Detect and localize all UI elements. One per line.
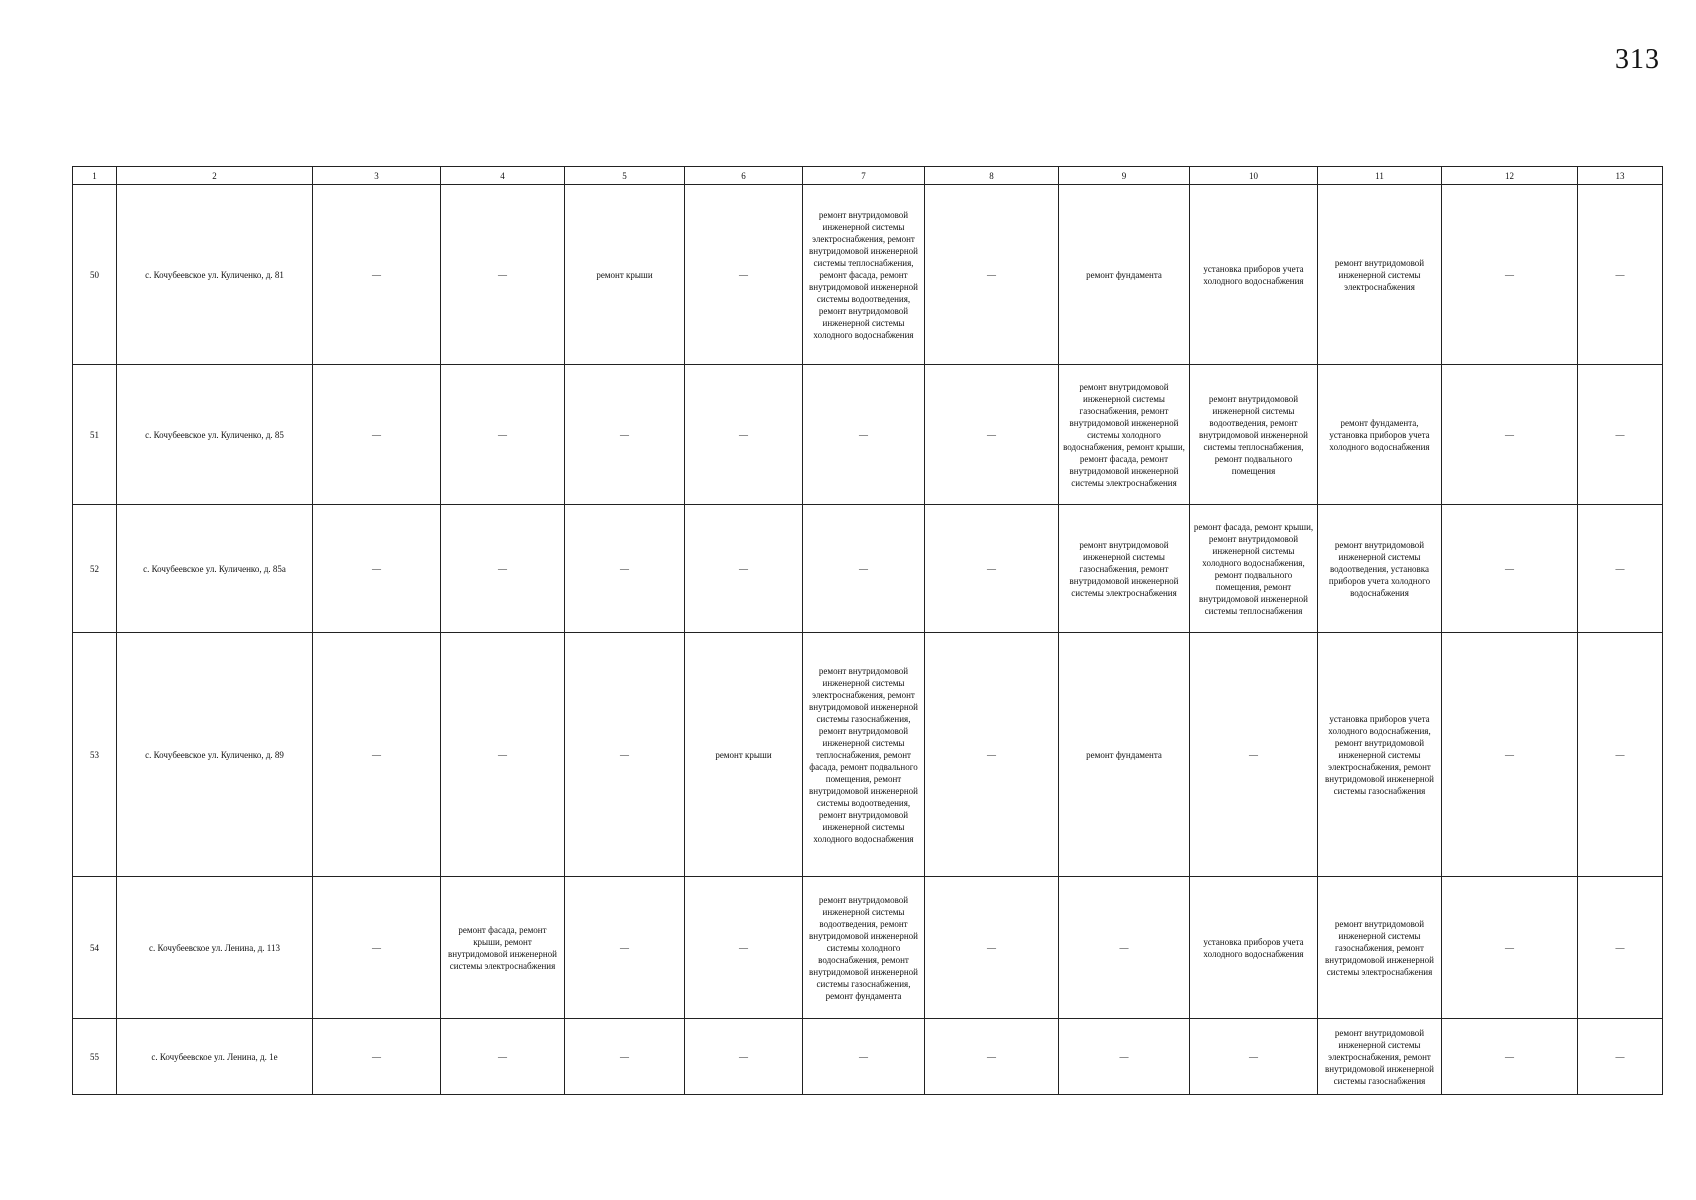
table-cell: — xyxy=(925,505,1059,633)
table-cell: — xyxy=(925,633,1059,877)
table-cell: — xyxy=(1578,1019,1663,1095)
row-number: 54 xyxy=(73,877,117,1019)
column-header: 12 xyxy=(1442,167,1578,185)
header-row xyxy=(73,167,1663,185)
table-cell: — xyxy=(1190,1019,1318,1095)
table-cell: — xyxy=(1059,1019,1190,1095)
column-header: 7 xyxy=(803,167,925,185)
table-cell: — xyxy=(1442,877,1578,1019)
table-cell: установка приборов учета холодного водоснабжения, ремонт внутридомовой инженерной системы электроснабжения, ремонт внутридомовой инженерной системы газоснабжения xyxy=(1318,633,1442,877)
table-cell: — xyxy=(925,365,1059,505)
table-cell: — xyxy=(1578,505,1663,633)
column-header: 4 xyxy=(441,167,565,185)
address-cell: с. Кочубеевское ул. Куличенко, д. 85 xyxy=(117,365,313,505)
table-cell: — xyxy=(313,185,441,365)
table-cell: — xyxy=(803,365,925,505)
repair-schedule-table xyxy=(72,166,1663,1095)
table-cell: — xyxy=(313,877,441,1019)
table-row xyxy=(73,185,1663,365)
table-cell: — xyxy=(925,877,1059,1019)
table-cell: — xyxy=(685,1019,803,1095)
table-cell: — xyxy=(1442,633,1578,877)
address-cell: с. Кочубеевское ул. Ленина, д. 113 xyxy=(117,877,313,1019)
table-row xyxy=(73,877,1663,1019)
table-cell: — xyxy=(313,365,441,505)
row-number: 55 xyxy=(73,1019,117,1095)
table-cell: ремонт фундамента xyxy=(1059,633,1190,877)
table-cell: ремонт внутридомовой инженерной системы электроснабжения xyxy=(1318,185,1442,365)
column-header: 1 xyxy=(73,167,117,185)
table-cell: ремонт внутридомовой инженерной системы электроснабжения, ремонт внутридомовой инженерной системы газоснабжения, ремонт внутридомовой инженерной системы теплоснабжения, ремонт фасада, ремонт подвального помещения, ремонт внутридомовой инженерной системы водоотведения, ремонт внутридомовой инженерной системы холодного водоснабжения xyxy=(803,633,925,877)
table-row xyxy=(73,1019,1663,1095)
table-cell: — xyxy=(441,1019,565,1095)
table-cell: — xyxy=(1442,185,1578,365)
column-header: 5 xyxy=(565,167,685,185)
table-cell: ремонт внутридомовой инженерной системы водоотведения, ремонт внутридомовой инженерной системы холодного водоснабжения, ремонт внутридомовой инженерной системы газоснабжения, ремонт фундамента xyxy=(803,877,925,1019)
row-number: 52 xyxy=(73,505,117,633)
address-cell: с. Кочубеевское ул. Ленина, д. 1е xyxy=(117,1019,313,1095)
row-number: 51 xyxy=(73,365,117,505)
table-cell: — xyxy=(685,505,803,633)
page-number: 313 xyxy=(1615,44,1660,75)
column-header: 10 xyxy=(1190,167,1318,185)
table-cell: ремонт фундамента, установка приборов учета холодного водоснабжения xyxy=(1318,365,1442,505)
table-cell: — xyxy=(441,505,565,633)
table-row xyxy=(73,365,1663,505)
column-header: 9 xyxy=(1059,167,1190,185)
table-cell: ремонт внутридомовой инженерной системы газоснабжения, ремонт внутридомовой инженерной системы электроснабжения xyxy=(1059,505,1190,633)
table-cell: — xyxy=(565,633,685,877)
address-cell: с. Кочубеевское ул. Куличенко, д. 89 xyxy=(117,633,313,877)
column-header: 3 xyxy=(313,167,441,185)
table-cell: — xyxy=(1190,633,1318,877)
table-cell: — xyxy=(1578,365,1663,505)
table-cell: — xyxy=(685,185,803,365)
table-cell: — xyxy=(1059,877,1190,1019)
column-header: 2 xyxy=(117,167,313,185)
table-cell: — xyxy=(565,877,685,1019)
table-cell: установка приборов учета холодного водоснабжения xyxy=(1190,185,1318,365)
column-header: 8 xyxy=(925,167,1059,185)
address-cell: с. Кочубеевское ул. Куличенко, д. 81 xyxy=(117,185,313,365)
table-cell: ремонт фасада, ремонт крыши, ремонт внутридомовой инженерной системы электроснабжения xyxy=(441,877,565,1019)
table-cell: — xyxy=(441,185,565,365)
table-cell: установка приборов учета холодного водоснабжения xyxy=(1190,877,1318,1019)
table-cell: — xyxy=(685,365,803,505)
table-cell: — xyxy=(313,633,441,877)
address-cell: с. Кочубеевское ул. Куличенко, д. 85а xyxy=(117,505,313,633)
table-cell: ремонт внутридомовой инженерной системы электроснабжения, ремонт внутридомовой инженерной системы газоснабжения xyxy=(1318,1019,1442,1095)
table-cell: — xyxy=(1578,185,1663,365)
table-cell: — xyxy=(565,505,685,633)
table-cell: — xyxy=(803,1019,925,1095)
table-cell: — xyxy=(565,1019,685,1095)
table-cell: ремонт внутридомовой инженерной системы водоотведения, установка приборов учета холодного водоснабжения xyxy=(1318,505,1442,633)
row-number: 53 xyxy=(73,633,117,877)
table-cell: — xyxy=(1442,365,1578,505)
table-cell: ремонт фасада, ремонт крыши, ремонт внутридомовой инженерной системы холодного водоснабжения, ремонт подвального помещения, ремонт внутридомовой инженерной системы теплоснабжения xyxy=(1190,505,1318,633)
table-cell: — xyxy=(1578,633,1663,877)
table-cell: ремонт внутридомовой инженерной системы электроснабжения, ремонт внутридомовой инженерной системы теплоснабжения, ремонт фасада, ремонт внутридомовой инженерной системы водоотведения, ремонт внутридомовой инженерной системы холодного водоснабжения xyxy=(803,185,925,365)
table-cell: — xyxy=(565,365,685,505)
table-cell: ремонт крыши xyxy=(565,185,685,365)
table-cell: — xyxy=(1442,505,1578,633)
table-cell: ремонт фундамента xyxy=(1059,185,1190,365)
table-cell: — xyxy=(313,505,441,633)
table-row xyxy=(73,633,1663,877)
table-cell: — xyxy=(803,505,925,633)
table-cell: ремонт крыши xyxy=(685,633,803,877)
table-cell: — xyxy=(925,185,1059,365)
row-number: 50 xyxy=(73,185,117,365)
table-cell: — xyxy=(685,877,803,1019)
table-cell: ремонт внутридомовой инженерной системы газоснабжения, ремонт внутридомовой инженерной системы холодного водоснабжения, ремонт крыши, ремонт фасада, ремонт внутридомовой инженерной системы электроснабжения xyxy=(1059,365,1190,505)
column-header: 13 xyxy=(1578,167,1663,185)
table-cell: — xyxy=(925,1019,1059,1095)
table-cell: — xyxy=(441,633,565,877)
table-cell: — xyxy=(441,365,565,505)
table-cell: — xyxy=(1442,1019,1578,1095)
table-cell: — xyxy=(313,1019,441,1095)
table-row xyxy=(73,505,1663,633)
table-cell: — xyxy=(1578,877,1663,1019)
column-header: 11 xyxy=(1318,167,1442,185)
column-header: 6 xyxy=(685,167,803,185)
table-cell: ремонт внутридомовой инженерной системы водоотведения, ремонт внутридомовой инженерной системы теплоснабжения, ремонт подвального помещения xyxy=(1190,365,1318,505)
table-cell: ремонт внутридомовой инженерной системы газоснабжения, ремонт внутридомовой инженерной системы электроснабжения xyxy=(1318,877,1442,1019)
